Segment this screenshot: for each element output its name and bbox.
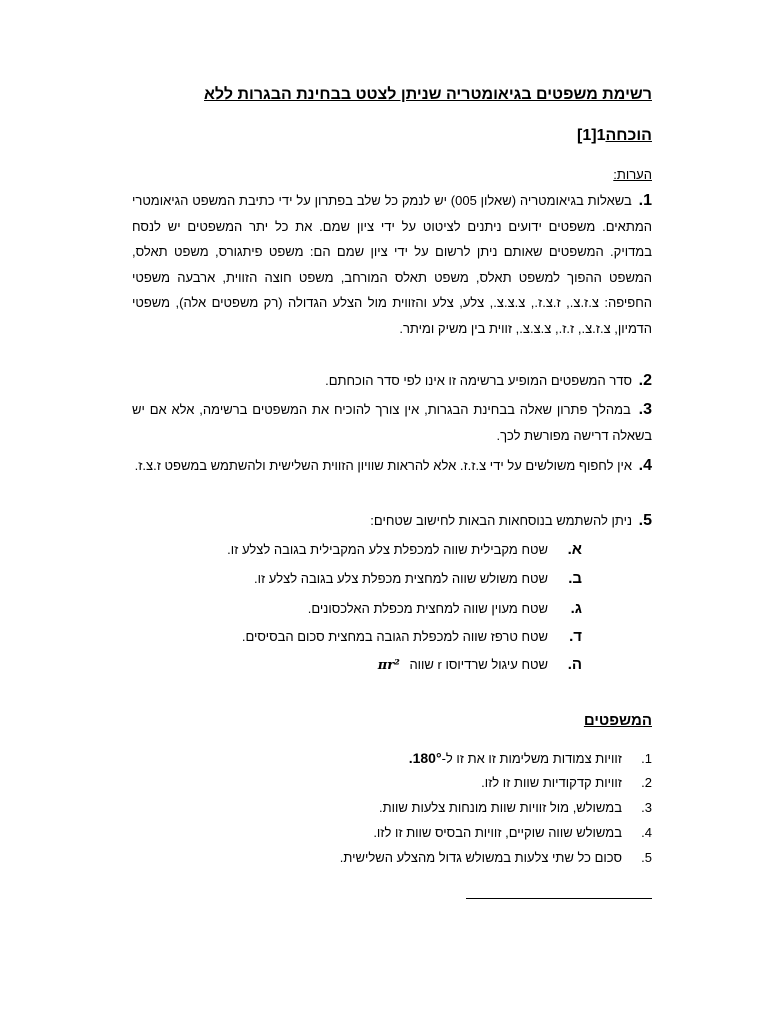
formula-letter: ג. xyxy=(570,600,582,617)
theorem-number: 3. xyxy=(641,800,652,815)
formula-item-b xyxy=(254,570,582,587)
formula-letter: א. xyxy=(567,541,582,558)
footnote-reference[interactable]: 1[1] xyxy=(577,127,606,144)
note-item-4 xyxy=(132,453,652,479)
note-item-3 xyxy=(132,397,652,448)
formula-text: שטח עיגול שרדיוסו r שווה xyxy=(409,657,548,672)
theorem-text: זוויות צמודות משלימות זו את זו ל- xyxy=(441,751,622,766)
theorem-item-2 xyxy=(481,775,652,790)
theorem-item-3 xyxy=(379,800,652,815)
circle-area-formula: πr² xyxy=(377,658,400,673)
formula-item-e xyxy=(378,656,582,673)
theorem-text: סכום כל שתי צלעות במשולש גדול מהצלע השלישית. xyxy=(339,850,622,865)
formula-text: שטח משולש שווה למחצית מכפלת צלע בגובה לצלע זו. xyxy=(254,571,548,586)
angle-value: 180°. xyxy=(408,750,442,766)
theorem-number: 5. xyxy=(641,850,652,865)
notes-heading: הערות: xyxy=(613,167,652,182)
note-text: ניתן להשתמש בנוסחאות הבאות לחישוב שטחים: xyxy=(370,513,633,528)
note-item-1 xyxy=(132,188,652,342)
theorem-number: 2. xyxy=(641,775,652,790)
document-title: רשימת משפטים בגיאומטריה שניתן לצטט בבחינת הבגרות ללא xyxy=(204,86,652,103)
formula-item-c xyxy=(308,600,582,617)
formula-item-a xyxy=(227,541,582,558)
note-number: 4. xyxy=(638,457,652,474)
note-number: 3. xyxy=(638,401,652,418)
theorem-text: במשולש, מול זוויות שוות מונחות צלעות שוות. xyxy=(379,800,622,815)
theorem-number: 1. xyxy=(641,751,652,766)
formula-letter: ה. xyxy=(567,656,582,673)
note-text: אין לחפוף משולשים על ידי צ.ז.ז. אלא להראות שוויון הזווית השלישית ולהשתמש במשפט ז.צ.ז. xyxy=(134,458,633,473)
note-text: במהלך פתרון שאלה בבחינת הבגרות, אין צורך להוכיח את המשפטים ברשימה, אלא אם יש בשאלה דרישה מפורשת לכך. xyxy=(132,402,652,443)
document-subtitle xyxy=(577,127,652,145)
formula-letter: ב. xyxy=(568,570,582,587)
formula-item-d xyxy=(242,628,582,645)
formula-letter: ד. xyxy=(569,628,582,645)
note-text: בשאלות בגיאומטריה (שאלון 005) יש לנמק כל שלב בפתרון על ידי כתיבת המשפט הגיאומטרי המתאים. משפטים ידועים ניתנים לציטוט על ידי ציון שמם. את כל יתר המשפטים יש לנסח במדויק. המשפטים שאותם ניתן לרשום על ידי ציון שמם הם: משפט פיתגורס, משפט תאלס, המשפט ההפוך למשפט תאלס, משפט תאלס המורחב, משפט חוצה הזווית, ארבעה משפטי החפיפה: צ.ז.צ., ז.צ.ז., צ.צ.צ., צלע, צלע והזווית מול הצלע הגדולה (רק משפטים אלה), משפטי הדמיון, צ.ז.צ., ז.ז., צ.צ.צ., זווית בין משיק ומיתר. xyxy=(132,193,652,336)
footnote-separator xyxy=(466,898,652,899)
note-number: 2. xyxy=(638,372,652,389)
note-item-2 xyxy=(132,368,652,394)
subtitle-word: הוכחה xyxy=(605,127,652,144)
theorem-item-4 xyxy=(373,825,652,840)
theorem-text: במשולש שווה שוקיים, זוויות הבסיס שוות זו לזו. xyxy=(373,825,622,840)
note-item-5 xyxy=(132,508,652,534)
theorem-item-5 xyxy=(340,850,652,865)
theorem-number: 4. xyxy=(641,825,652,840)
note-number: 5. xyxy=(638,512,652,529)
theorems-heading: המשפטים xyxy=(583,712,652,729)
note-number: 1. xyxy=(638,192,652,209)
formula-text: שטח טרפז שווה למכפלת הגובה במחצית סכום הבסיסים. xyxy=(241,629,548,644)
formula-text: שטח מקבילית שווה למכפלת צלע המקבילית בגובה לצלע זו. xyxy=(227,542,548,557)
formula-text: שטח מעוין שווה למחצית מכפלת האלכסונים. xyxy=(307,601,548,616)
theorem-text: זוויות קדקודיות שוות זו לזו. xyxy=(481,775,622,790)
theorem-item-1 xyxy=(409,750,652,766)
note-text: סדר המשפטים המופיע ברשימה זו אינו לפי סדר הוכחתם. xyxy=(325,373,633,388)
